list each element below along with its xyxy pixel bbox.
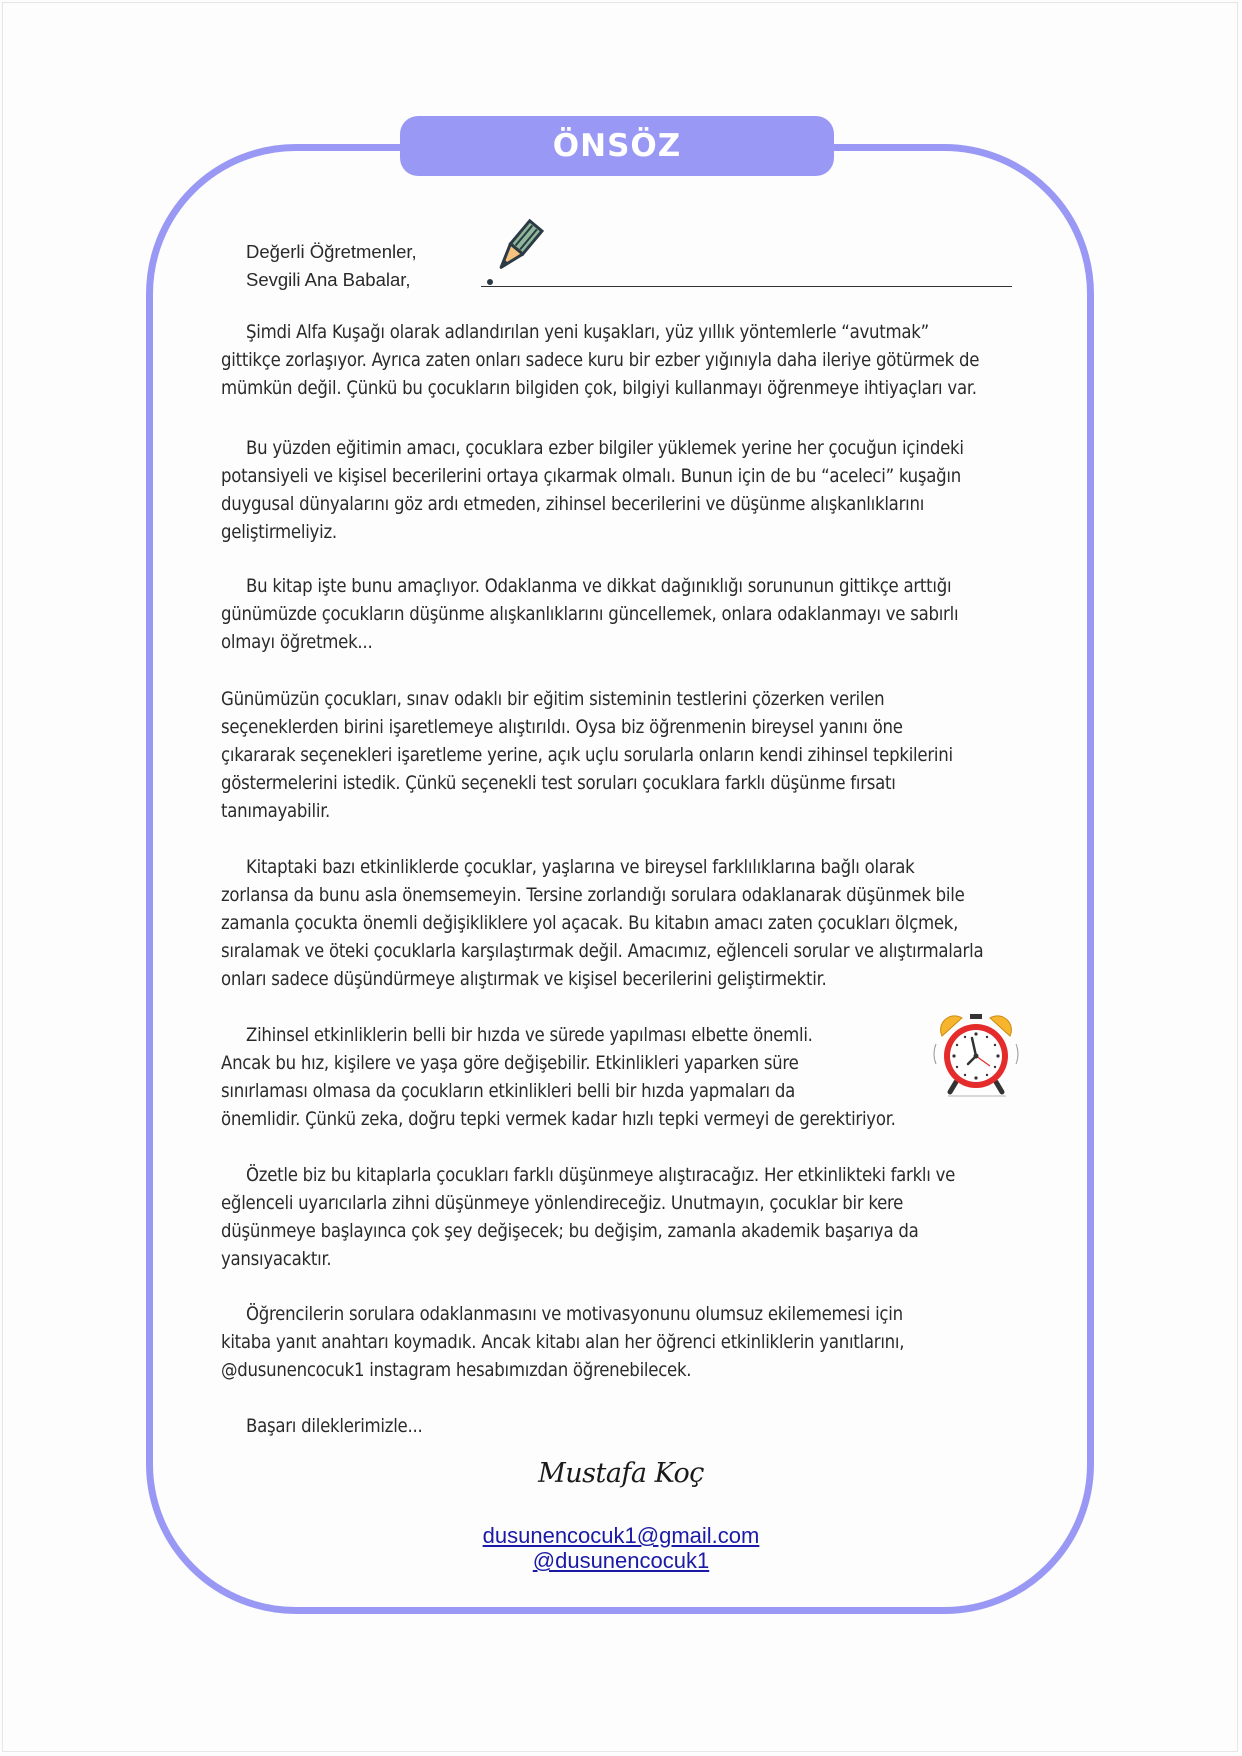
author-signature: Mustafa Koç xyxy=(538,1458,704,1489)
paragraph xyxy=(221,1413,1091,1441)
paragraph-line: önemlidir. Çünkü zeka, doğru tepki vermek kadar hızlı tepki vermeyi de gerektiriyor. xyxy=(221,1109,896,1130)
paragraph-line: eğlenceli uyarıcılarla zihni düşünmeye yönlendireceğiz. Unutmayın, çocuklar bir kere xyxy=(221,1193,904,1214)
title-badge xyxy=(400,116,834,176)
paragraph-line: göstermelerini istedik. Çünkü seçenekli test soruları çocuklara farklı düşünme fırsatı xyxy=(221,773,896,794)
paragraph-line: günümüzde çocukların düşünme alışkanlıklarını güncellemek, onlara odaklanmayı ve sabırlı xyxy=(221,604,959,625)
salutation-line-1: Değerli Öğretmenler, xyxy=(246,241,417,262)
paragraph-line: gittikçe zorlaşıyor. Ayrıca zaten onları sadece kuru bir ezber yığınıyla daha ileriye götürmek de xyxy=(221,350,980,371)
pencil-icon xyxy=(478,216,550,288)
paragraph-line: Günümüzün çocukları, sınav odaklı bir eğitim sisteminin testlerini çözerken verilen xyxy=(221,689,885,710)
paragraph xyxy=(221,686,1091,826)
paragraph-line: sıralamak ve öteki çocuklarla karşılaştırmak değil. Amacımız, eğlenceli sorular ve alıştırmalarla xyxy=(221,941,984,962)
salutation-line-2: Sevgili Ana Babalar, xyxy=(246,269,411,290)
paragraph-line: kitaba yanıt anahtarı koymadık. Ancak kitabı alan her öğrenci etkinliklerin yanıtlarını, xyxy=(221,1332,905,1353)
paragraph-line: tanımayabilir. xyxy=(221,801,331,822)
paragraph-line: zamanla çocukta önemli değişikliklere yol açacak. Bu kitabın amacı zaten çocukları ölçmek, xyxy=(221,913,959,934)
paragraph-line: Öğrencilerin sorulara odaklanmasını ve motivasyonunu olumsuz ekilememesi için xyxy=(246,1304,903,1325)
paragraph-line: @dusunencocuk1 instagram hesabımızdan öğrenebilecek. xyxy=(221,1360,692,1381)
paragraph-line: Bu yüzden eğitimin amacı, çocuklara ezber bilgiler yüklemek yerine her çocuğun içindeki xyxy=(246,438,964,459)
paragraph-line: Başarı dileklerimizle... xyxy=(246,1416,423,1437)
paragraph-line: zorlansa da bunu asla önemsemeyin. Tersine zorlandığı sorulara odaklanarak düşünmek bile xyxy=(221,885,965,906)
salutation xyxy=(246,238,417,294)
paragraph-line: seçeneklerden birini işaretlemeye alıştırıldı. Oysa biz öğrenmenin bireysel yanını öne xyxy=(221,717,903,738)
paragraph-line: Kitaptaki bazı etkinliklerde çocuklar, yaşlarına ve bireysel farklılıklarına bağlı olarak xyxy=(246,857,915,878)
paragraph xyxy=(221,319,1091,403)
page-title: ÖNSÖZ xyxy=(552,128,682,164)
paragraph-line: Ancak bu hız, kişilere ve yaşa göre değişebilir. Etkinlikleri yaparken süre xyxy=(221,1053,799,1074)
paragraph-line: geliştirmeliyiz. xyxy=(221,522,337,543)
paragraph xyxy=(221,1301,1091,1385)
paragraph-line: olmayı öğretmek... xyxy=(221,632,373,653)
paragraph xyxy=(221,573,1091,657)
paragraph-line: duygusal dünyalarını göz ardı etmeden, zihinsel becerilerini ve düşünme alışkanlıklarını xyxy=(221,494,925,515)
paragraph-line: sınırlaması olmasa da çocukların etkinlikleri belli bir hızda yapmaları da xyxy=(221,1081,796,1102)
paragraph xyxy=(221,435,1091,547)
paragraph-line: onları sadece düşündürmeye alıştırmak ve kişisel becerilerini geliştirmektir. xyxy=(221,969,827,990)
paragraph-line: çıkararak seçenekleri işaretleme yerine, açık uçlu sorularla onların kendi zihinsel tepkilerini xyxy=(221,745,953,766)
paragraph xyxy=(221,1162,1091,1274)
paragraph xyxy=(221,854,1091,994)
paragraph-line: Zihinsel etkinliklerin belli bir hızda ve sürede yapılması elbette önemli. xyxy=(246,1025,813,1046)
paragraph-line: düşünmeye başlayınca çok şey değişecek; bu değişim, zamanla akademik başarıya da xyxy=(221,1221,919,1242)
alarm-clock-icon xyxy=(926,1004,1026,1099)
paragraph-line: Bu kitap işte bunu amaçlıyor. Odaklanma ve dikkat dağınıklığı sorununun gittikçe arttığı xyxy=(246,576,952,597)
signature-underline xyxy=(481,286,1012,287)
paragraph-line: Özetle biz bu kitaplarla çocukları farklı düşünmeye alıştıracağız. Her etkinlikteki farklı ve xyxy=(246,1165,956,1186)
paragraph-line: potansiyeli ve kişisel becerilerini ortaya çıkarmak olmalı. Bunun için de bu “aceleci” kuşağın xyxy=(221,466,961,487)
paragraph-line: yansıyacaktır. xyxy=(221,1249,332,1270)
email-link[interactable]: dusunencocuk1@gmail.com xyxy=(482,1523,760,1548)
paragraph-line: mümkün değil. Çünkü bu çocukların bilgiden çok, bilgiyi kullanmayı öğrenmeye ihtiyaçları var. xyxy=(221,378,977,399)
paragraph-line: Şimdi Alfa Kuşağı olarak adlandırılan yeni kuşakları, yüz yıllık yöntemlerle “avutmak” xyxy=(246,322,929,343)
instagram-link[interactable]: @dusunencocuk1 xyxy=(532,1548,710,1573)
